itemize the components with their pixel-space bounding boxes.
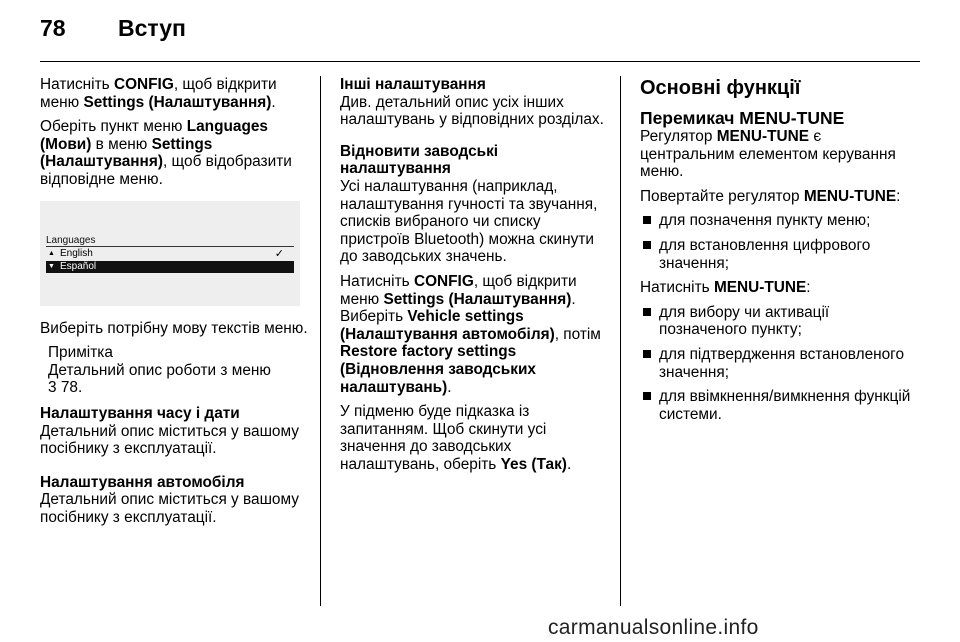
display-panel (46, 235, 294, 273)
bullet-icon (643, 392, 651, 400)
list-item-text: для встановлення цифрового значення; (659, 236, 871, 272)
text: . (271, 93, 276, 111)
note-reference (48, 379, 308, 397)
section-restore-factory (340, 143, 612, 266)
config-keyword: CONFIG (413, 272, 474, 290)
text: , щоб відобразити відповідне меню. (40, 153, 292, 188)
language-label: Español (60, 260, 97, 272)
text: , щоб відкрити меню (340, 272, 577, 308)
list-item-text: для підтвердження встановленого значення; (659, 345, 905, 381)
checkmark-icon: ✓ (274, 247, 284, 260)
section-title: Налаштування автомобіля (40, 473, 245, 491)
page-title: Вступ (118, 15, 186, 41)
note-block (40, 344, 308, 397)
list-item-text: для ввімкнення/вимкнення функцій системи. (659, 388, 911, 423)
restore-factory-keyword: Restore factory settings (Відновлення заводських налаштувань) (340, 343, 536, 396)
list-item (640, 388, 915, 423)
text: : (896, 187, 901, 205)
subsection-heading: Перемикач MENU-TUNE (640, 108, 845, 128)
section-vehicle-settings (40, 474, 308, 527)
section-title: Налаштування часу і дати (40, 404, 240, 422)
vehicle-settings-keyword: Vehicle settings (Налаштування автомобіля) (340, 308, 555, 343)
paragraph-config (40, 76, 308, 111)
column-1 (40, 76, 308, 534)
bullet-icon (643, 308, 651, 316)
list-item (640, 346, 915, 381)
list-item (640, 304, 915, 339)
note-text: Детальний опис роботи з меню (48, 361, 271, 379)
arrow-down-icon: ▼ (48, 262, 55, 270)
text: Повертайте регулятор (640, 187, 804, 205)
screen-title-divider (46, 246, 294, 247)
section-heading: Основні функції (640, 77, 801, 99)
column-divider-2 (620, 76, 621, 606)
paragraph-knob-intro (640, 128, 915, 181)
text: Оберіть пункт меню (40, 118, 187, 136)
paragraph-press-knob (640, 279, 915, 297)
text: , щоб відкрити меню (40, 76, 277, 111)
paragraph-choose-language: Виберіть потрібну мову текстів меню. (40, 319, 308, 337)
page-number: 78 (40, 15, 66, 41)
list-item (640, 237, 915, 272)
column-2 (340, 76, 612, 480)
text: . (447, 378, 452, 396)
menu-tune-keyword: MENU-TUNE (713, 279, 807, 297)
menu-tune-keyword: MENU-TUNE (803, 187, 897, 205)
note-title: Примітка (48, 344, 113, 362)
bullet-icon (643, 350, 651, 358)
text: Натисніть (40, 76, 114, 93)
screen-title: Languages (46, 234, 96, 246)
language-item-english (46, 248, 294, 260)
settings-keyword: Settings (Налаштування) (83, 93, 272, 111)
watermark: carmanualsonline.info (548, 616, 759, 639)
header-divider (40, 61, 920, 62)
page-header (0, 0, 960, 62)
paragraph-confirm (340, 403, 612, 473)
section-text: Див. детальний опис усіх інших налаштувань у відповідних розділах. (340, 93, 604, 129)
text: : (806, 279, 811, 297)
text: У підменю буде підказка із запитанням. Щоб скинути усі значення до заводських налаштувань, оберіть (340, 403, 547, 473)
page-ref-icon: 3 (48, 379, 57, 397)
config-keyword: CONFIG (113, 76, 174, 93)
settings-keyword: Settings (Налаштування) (383, 290, 572, 308)
text: , потім (554, 325, 601, 343)
section-text: Детальний опис міститься у вашому посібнику з експлуатації. (40, 491, 299, 526)
arrow-up-icon: ▲ (48, 249, 55, 257)
list-item-text: для вибору чи активації позначеного пункту; (659, 303, 830, 339)
paragraph-turn-knob (640, 188, 915, 206)
languages-screen-illustration (40, 201, 300, 306)
yes-keyword: Yes (Так) (500, 455, 567, 473)
section-title: Відновити заводські налаштування (340, 142, 499, 178)
list-item-text: для позначення пункту меню; (659, 212, 871, 230)
menu-tune-keyword: MENU-TUNE (716, 128, 810, 145)
text: є центральним елементом керування меню. (640, 128, 896, 181)
languages-keyword: Languages (Мови) (40, 118, 268, 153)
paragraph-languages (40, 118, 308, 188)
text: Натисніть (340, 272, 414, 290)
text: Виберіть (340, 308, 408, 326)
turn-actions-list (640, 212, 915, 272)
language-label: English (60, 247, 93, 259)
text: . (566, 455, 572, 473)
bullet-icon (643, 241, 651, 249)
section-text: Усі налаштування (наприклад, налаштування гучності та звучання, списків вибраного чи списку пристроїв Bluetooth) можна скинути до заводських значень. (340, 177, 598, 266)
text: Регулятор (640, 128, 717, 145)
section-title: Інші налаштування (340, 76, 486, 93)
page-ref-number: 78. (56, 379, 83, 397)
column-3 (640, 76, 915, 430)
press-actions-list (640, 304, 915, 424)
text: Натисніть (640, 279, 714, 297)
settings-keyword: Settings (Налаштування) (40, 135, 213, 171)
list-item (640, 212, 915, 230)
section-text: Детальний опис міститься у вашому посібнику з експлуатації. (40, 422, 299, 458)
text: . (571, 290, 576, 308)
column-divider-1 (320, 76, 321, 606)
language-item-espanol-selected (46, 261, 294, 273)
section-time-date (40, 405, 308, 458)
text: в меню (91, 135, 152, 153)
bullet-icon (643, 216, 651, 224)
paragraph-restore-steps (340, 273, 612, 396)
